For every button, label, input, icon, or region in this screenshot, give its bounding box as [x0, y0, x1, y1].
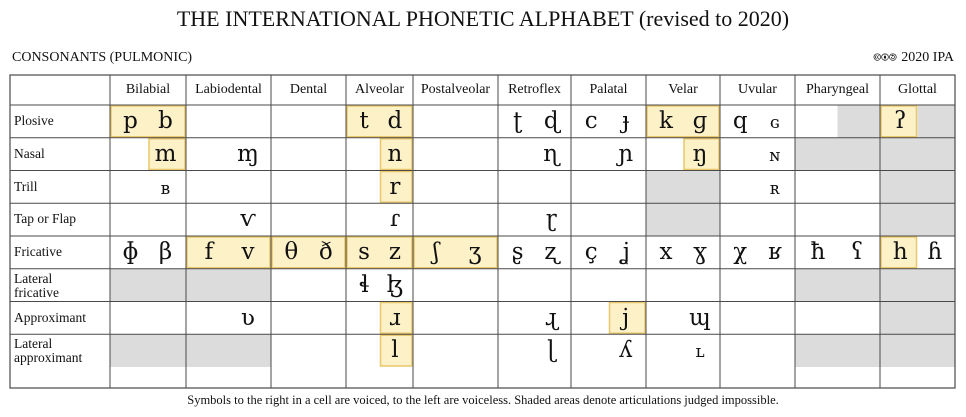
voiced-symbol: ɲ — [618, 140, 634, 167]
impossible-shade — [110, 269, 186, 302]
impossible-shade — [646, 171, 720, 204]
voiced-symbol: d — [387, 108, 403, 134]
voiceless-symbol: h — [892, 239, 908, 265]
impossible-shade — [795, 269, 880, 302]
voiced-symbol: ɦ — [927, 239, 943, 265]
voiced-symbol: m — [154, 140, 177, 167]
voiceless-symbol: ħ — [810, 239, 826, 265]
voiceless-symbol: c — [584, 108, 598, 134]
row-label-lateral-fricative: Lateral fricative — [14, 270, 59, 300]
impossible-shade — [880, 334, 955, 367]
voiceless-symbol: ɬ — [358, 271, 370, 298]
voiced-symbol: ɻ — [544, 304, 558, 331]
voiceless-symbol: q — [732, 108, 748, 134]
voiced-symbol: ɟ — [622, 108, 630, 134]
voiceless-symbol: θ — [284, 239, 299, 265]
impossible-shade — [918, 105, 956, 138]
voiced-symbol: ɴ — [769, 145, 781, 166]
row-label-tap-or-flap: Tap or Flap — [14, 211, 77, 227]
impossible-shade — [880, 138, 955, 171]
voiced-symbol: r — [389, 173, 401, 200]
voiced-symbol: ɮ — [386, 271, 403, 298]
impossible-shade — [880, 171, 955, 204]
voiced-symbol: ð — [318, 239, 333, 265]
voiceless-symbol: t — [359, 108, 369, 134]
column-header-labiodental: Labiodental — [195, 82, 262, 97]
impossible-shade — [186, 269, 271, 302]
voiced-symbol: ŋ — [692, 140, 708, 167]
column-header-glottal: Glottal — [898, 82, 937, 97]
voiced-symbol: ɖ — [543, 108, 559, 134]
voiced-symbol: ɡ — [692, 108, 708, 134]
column-header-retroflex: Retroflex — [508, 82, 561, 97]
voiceless-symbol: ʈ — [513, 108, 523, 134]
voiced-symbol: ɾ — [389, 206, 401, 233]
voiceless-symbol: ç — [584, 239, 598, 265]
impossible-shade — [880, 302, 955, 335]
voiceless-symbol: k — [659, 108, 673, 134]
column-header-dental: Dental — [289, 82, 328, 97]
row-label-fricative: Fricative — [14, 244, 62, 259]
column-header-palatal: Palatal — [589, 82, 628, 97]
voiced-symbol: ɭ — [547, 337, 556, 364]
voiced-symbol: j — [622, 304, 630, 331]
voiced-symbol: ɳ — [543, 140, 560, 167]
voiced-symbol: ɣ — [693, 239, 707, 265]
voiced-symbol: z — [388, 239, 401, 265]
row-label-approximant: Approximant — [14, 309, 86, 325]
row-label-trill: Trill — [14, 178, 38, 194]
voiced-symbol: v — [241, 239, 255, 265]
column-header-pharyngeal: Pharyngeal — [806, 82, 869, 97]
voiced-symbol: ʐ — [544, 239, 559, 265]
column-header-bilabial: Bilabial — [125, 82, 171, 97]
voiced-symbol: ʒ — [468, 239, 482, 265]
voiceless-symbol: p — [123, 108, 138, 134]
column-header-alveolar: Alveolar — [355, 82, 404, 97]
impossible-shade — [795, 334, 880, 367]
impossible-shade — [646, 203, 720, 236]
impossible-shade — [838, 105, 881, 138]
row-label-plosive: Plosive — [14, 113, 54, 128]
voiced-symbol: ʕ — [850, 239, 864, 265]
voiced-symbol: ⱱ — [240, 206, 256, 233]
impossible-shade — [795, 138, 880, 171]
voiced-symbol: ʋ — [241, 304, 256, 331]
creative-commons-icon: 🅭🅯🄎 — [873, 52, 898, 64]
voiceless-symbol: f — [204, 239, 214, 265]
voiced-symbol: ʝ — [621, 239, 630, 265]
voiceless-symbol: ʂ — [511, 239, 524, 265]
chart-footnote: Symbols to the right in a cell are voiced, to the left are voiceless. Shaded areas denote articulations judged impossible. — [187, 393, 779, 407]
impossible-shade — [186, 334, 271, 367]
voiced-symbol: ʙ — [160, 178, 171, 199]
impossible-shade — [110, 334, 186, 367]
impossible-shade — [880, 203, 955, 236]
voiced-symbol: ɱ — [237, 140, 259, 167]
row-label-nasal: Nasal — [14, 145, 45, 161]
voiced-symbol: ɹ — [389, 304, 401, 331]
voiced-symbol: l — [391, 337, 399, 364]
voiced-symbol: β — [158, 239, 173, 265]
row-label-lateral-approximant: Lateral approximant — [14, 336, 83, 366]
voiced-symbol: ɽ — [545, 206, 557, 233]
voiced-symbol: n — [387, 140, 403, 167]
voiceless-symbol: χ — [733, 239, 748, 265]
column-header-uvular: Uvular — [738, 82, 777, 97]
column-header-velar: Velar — [668, 82, 698, 97]
voiced-symbol: ɰ — [689, 304, 711, 331]
copyright-text: 2020 IPA — [901, 50, 954, 65]
page-title: THE INTERNATIONAL PHONETIC ALPHABET (revised to 2020) — [176, 6, 790, 31]
voiced-symbol: ʟ — [695, 342, 705, 363]
voiceless-symbol: s — [358, 239, 370, 265]
voiceless-symbol: ʔ — [894, 108, 907, 134]
column-header-postalveolar: Postalveolar — [420, 82, 491, 97]
section-subtitle: CONSONANTS (PULMONIC) — [12, 50, 193, 65]
voiceless-symbol: ʃ — [432, 239, 440, 265]
voiceless-symbol: x — [659, 239, 673, 265]
voiced-symbol: b — [158, 108, 173, 134]
voiced-symbol: ʎ — [619, 337, 633, 364]
voiceless-symbol: ɸ — [122, 239, 139, 265]
voiced-symbol: ɢ — [769, 113, 780, 133]
voiced-symbol: ʀ — [769, 178, 780, 199]
impossible-shade — [880, 269, 955, 302]
voiced-symbol: ʁ — [768, 239, 782, 265]
